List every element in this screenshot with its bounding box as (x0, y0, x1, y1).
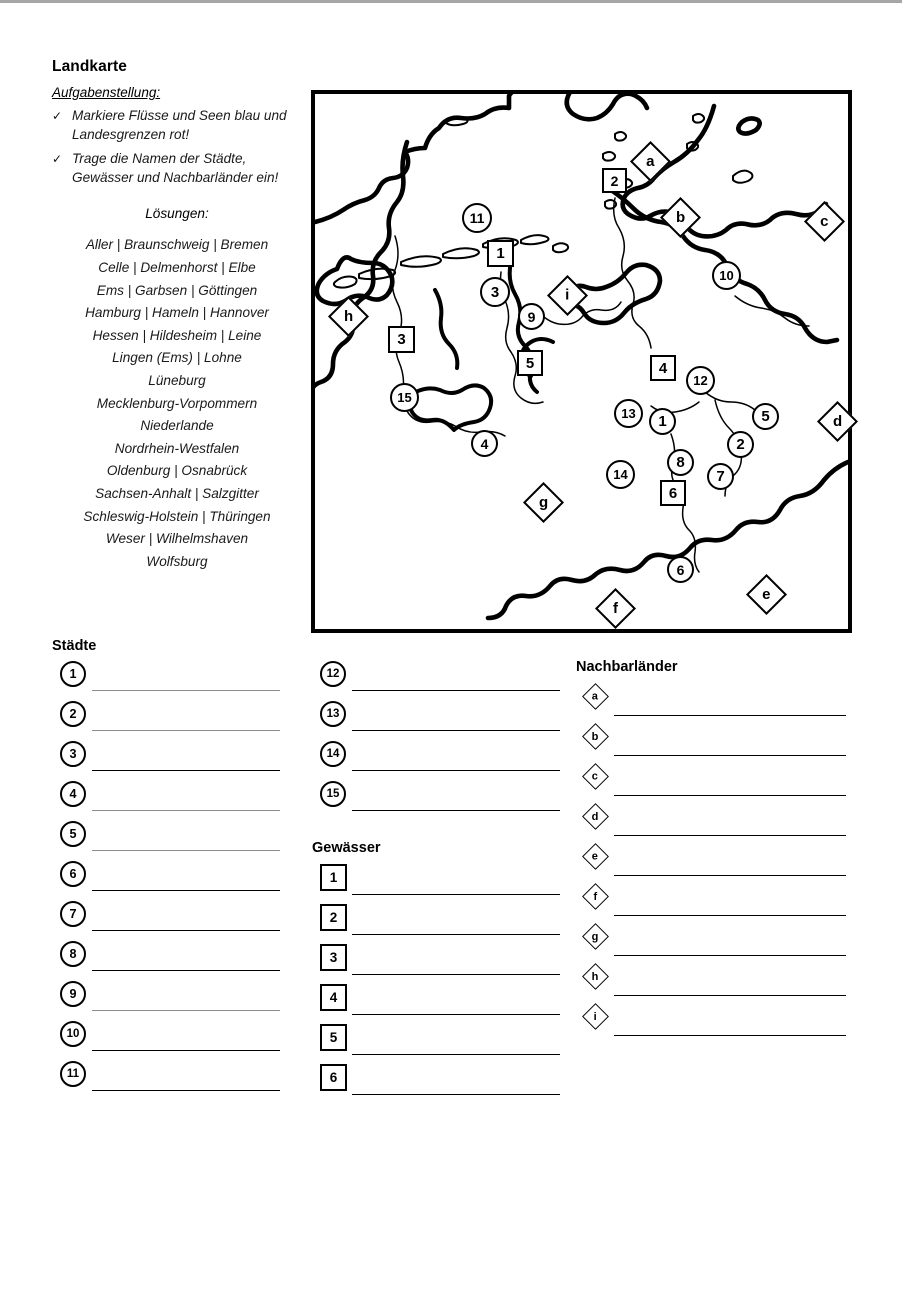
checkmark-icon: ✓ (52, 109, 63, 123)
answer-row-city-15 (320, 781, 560, 813)
map-water-marker-6: 6 (660, 480, 686, 506)
badge-water-1: 1 (320, 864, 347, 891)
map-city-marker-4: 4 (471, 430, 498, 457)
map-water-marker-2: 2 (602, 168, 627, 193)
answer-line-country-d[interactable] (614, 835, 846, 836)
answer-line-city-10[interactable] (92, 1050, 280, 1051)
map-water-marker-5: 5 (517, 350, 543, 376)
answer-row-city-4 (60, 781, 280, 813)
answer-line-city-9[interactable] (92, 1010, 280, 1011)
map-city-marker-14: 14 (606, 460, 635, 489)
map-country-marker-a: a (630, 141, 671, 182)
badge-country-c: c (582, 763, 609, 790)
answer-row-city-3 (60, 741, 280, 773)
map-country-marker-g: g (523, 482, 564, 523)
answer-row-country-e (586, 847, 846, 879)
map-country-marker-h: h (328, 296, 369, 337)
solution-line: Nordrhein-Westfalen (114, 440, 240, 456)
answer-line-country-a[interactable] (614, 715, 846, 716)
map-city-marker-6: 6 (667, 556, 694, 583)
page-title: Landkarte (52, 58, 127, 75)
answer-row-city-5 (60, 821, 280, 853)
map-city-marker-15: 15 (390, 383, 419, 412)
answer-row-country-g (586, 927, 846, 959)
badge-city-9: 9 (60, 981, 86, 1007)
section-heading-countries: Nachbarländer (576, 659, 678, 675)
answer-line-country-g[interactable] (614, 955, 846, 956)
map-city-marker-10: 10 (712, 261, 741, 290)
badge-city-6: 6 (60, 861, 86, 887)
answer-line-country-c[interactable] (614, 795, 846, 796)
answer-line-city-3[interactable] (92, 770, 280, 771)
badge-country-i: i (582, 1003, 609, 1030)
answer-row-water-6 (320, 1064, 560, 1096)
map-outline-svg (315, 94, 848, 629)
solution-line: Schleswig-Holstein | Thüringen (83, 508, 271, 524)
task-text: Markiere Flüsse und Seen blau und Landesgrenzen rot! (72, 108, 287, 142)
answer-row-water-5 (320, 1024, 560, 1056)
answer-line-city-5[interactable] (92, 850, 280, 851)
answer-row-city-12 (320, 661, 560, 693)
solutions-heading: Lösungen: (145, 206, 209, 222)
answer-line-city-11[interactable] (92, 1090, 280, 1091)
answer-row-country-a (586, 687, 846, 719)
badge-city-8: 8 (60, 941, 86, 967)
answer-line-city-8[interactable] (92, 970, 280, 971)
badge-city-2: 2 (60, 701, 86, 727)
answer-row-city-2 (60, 701, 280, 733)
map-of-lower-saxony (311, 90, 852, 633)
answer-row-water-4 (320, 984, 560, 1016)
answer-line-country-h[interactable] (614, 995, 846, 996)
solution-line: Oldenburg | Osnabrück (106, 463, 248, 479)
answer-row-water-2 (320, 904, 560, 936)
answer-line-water-1[interactable] (352, 894, 560, 895)
badge-country-d: d (582, 803, 609, 830)
answer-line-city-15[interactable] (352, 810, 560, 811)
badge-city-13: 13 (320, 701, 346, 727)
answer-line-water-2[interactable] (352, 934, 560, 935)
badge-city-14: 14 (320, 741, 346, 767)
answer-line-city-2[interactable] (92, 730, 280, 731)
page-top-rule (0, 0, 902, 3)
answer-line-country-i[interactable] (614, 1035, 846, 1036)
task-text: Trage die Namen der Städte, Gewässer und Nachbarländer ein! (72, 151, 279, 185)
task-label: Aufgabenstellung: (52, 85, 161, 100)
answer-line-city-7[interactable] (92, 930, 280, 931)
map-city-marker-13: 13 (614, 399, 643, 428)
answer-row-city-10 (60, 1021, 280, 1053)
map-city-marker-12: 12 (686, 366, 715, 395)
solution-line: Celle | Delmenhorst | Elbe (98, 259, 256, 275)
answer-row-city-9 (60, 981, 280, 1013)
answer-row-city-8 (60, 941, 280, 973)
answer-line-city-4[interactable] (92, 810, 280, 811)
solutions-wordbank (52, 234, 302, 573)
map-city-marker-11: 11 (462, 203, 492, 233)
map-city-marker-1: 1 (649, 408, 676, 435)
answer-row-country-c (586, 767, 846, 799)
answer-line-city-13[interactable] (352, 730, 560, 731)
map-water-marker-4: 4 (650, 355, 676, 381)
answer-line-city-1[interactable] (92, 690, 280, 691)
answer-row-city-14 (320, 741, 560, 773)
answer-line-city-14[interactable] (352, 770, 560, 771)
answer-row-country-i (586, 1007, 846, 1039)
answer-line-country-e[interactable] (614, 875, 846, 876)
solution-line: Hamburg | Hameln | Hannover (85, 305, 269, 321)
answer-row-city-7 (60, 901, 280, 933)
map-city-marker-3: 3 (480, 277, 510, 307)
solution-line: Ems | Garbsen | Göttingen (96, 282, 258, 298)
answer-line-water-3[interactable] (352, 974, 560, 975)
badge-water-4: 4 (320, 984, 347, 1011)
answer-row-water-3 (320, 944, 560, 976)
solution-line: Aller | Braunschweig | Bremen (85, 237, 269, 253)
map-country-marker-f: f (595, 588, 636, 629)
task-item (52, 107, 302, 144)
answer-line-water-6[interactable] (352, 1094, 560, 1095)
solution-line: Lüneburg (148, 372, 206, 388)
map-country-marker-d: d (817, 401, 858, 442)
answer-line-country-f[interactable] (614, 915, 846, 916)
answer-row-country-f (586, 887, 846, 919)
answer-line-city-6[interactable] (92, 890, 280, 891)
badge-city-7: 7 (60, 901, 86, 927)
badge-city-4: 4 (60, 781, 86, 807)
badge-water-3: 3 (320, 944, 347, 971)
solution-line: Sachsen-Anhalt | Salzgitter (95, 485, 259, 501)
badge-city-5: 5 (60, 821, 86, 847)
solution-line: Hessen | Hildesheim | Leine (92, 327, 262, 343)
badge-city-15: 15 (320, 781, 346, 807)
answer-row-city-11 (60, 1061, 280, 1093)
badge-country-e: e (582, 843, 609, 870)
map-city-marker-9: 9 (518, 303, 545, 330)
solution-line: Niederlande (140, 418, 214, 434)
solution-line: Wolfsburg (146, 553, 208, 569)
map-city-marker-8: 8 (667, 449, 694, 476)
instruction-block (52, 58, 302, 573)
map-water-marker-3: 3 (388, 326, 415, 353)
badge-city-3: 3 (60, 741, 86, 767)
badge-country-a: a (582, 683, 609, 710)
answer-row-city-13 (320, 701, 560, 733)
answer-row-city-6 (60, 861, 280, 893)
answer-line-water-5[interactable] (352, 1054, 560, 1055)
answer-row-country-d (586, 807, 846, 839)
section-heading-cities: Städte (52, 638, 97, 654)
badge-country-g: g (582, 923, 609, 950)
badge-country-h: h (582, 963, 609, 990)
badge-city-12: 12 (320, 661, 346, 687)
task-item (52, 150, 302, 187)
map-country-marker-c: c (804, 201, 845, 242)
badge-water-6: 6 (320, 1064, 347, 1091)
answer-line-country-b[interactable] (614, 755, 846, 756)
badge-city-10: 10 (60, 1021, 86, 1047)
solution-line: Weser | Wilhelmshaven (105, 531, 249, 547)
solution-line: Lingen (Ems) | Lohne (112, 350, 242, 366)
map-city-marker-5: 5 (752, 403, 779, 430)
answer-row-country-h (586, 967, 846, 999)
answer-line-city-12[interactable] (352, 690, 560, 691)
map-water-marker-1: 1 (487, 240, 514, 267)
badge-country-f: f (582, 883, 609, 910)
map-country-marker-b: b (660, 197, 701, 238)
badge-country-b: b (582, 723, 609, 750)
answer-row-water-1 (320, 864, 560, 896)
badge-water-5: 5 (320, 1024, 347, 1051)
answer-row-country-b (586, 727, 846, 759)
map-country-marker-i: i (547, 275, 588, 316)
section-heading-waters: Gewässer (312, 840, 381, 856)
answer-line-water-4[interactable] (352, 1014, 560, 1015)
map-country-marker-e: e (746, 574, 787, 615)
rivers (392, 198, 809, 572)
map-city-marker-2: 2 (727, 431, 754, 458)
map-city-marker-7: 7 (707, 463, 734, 490)
solution-line: Mecklenburg-Vorpommern (96, 395, 258, 411)
answer-row-city-1 (60, 661, 280, 693)
badge-city-11: 11 (60, 1061, 86, 1087)
checkmark-icon: ✓ (52, 152, 63, 167)
badge-water-2: 2 (320, 904, 347, 931)
task-list (52, 107, 302, 187)
badge-city-1: 1 (60, 661, 86, 687)
